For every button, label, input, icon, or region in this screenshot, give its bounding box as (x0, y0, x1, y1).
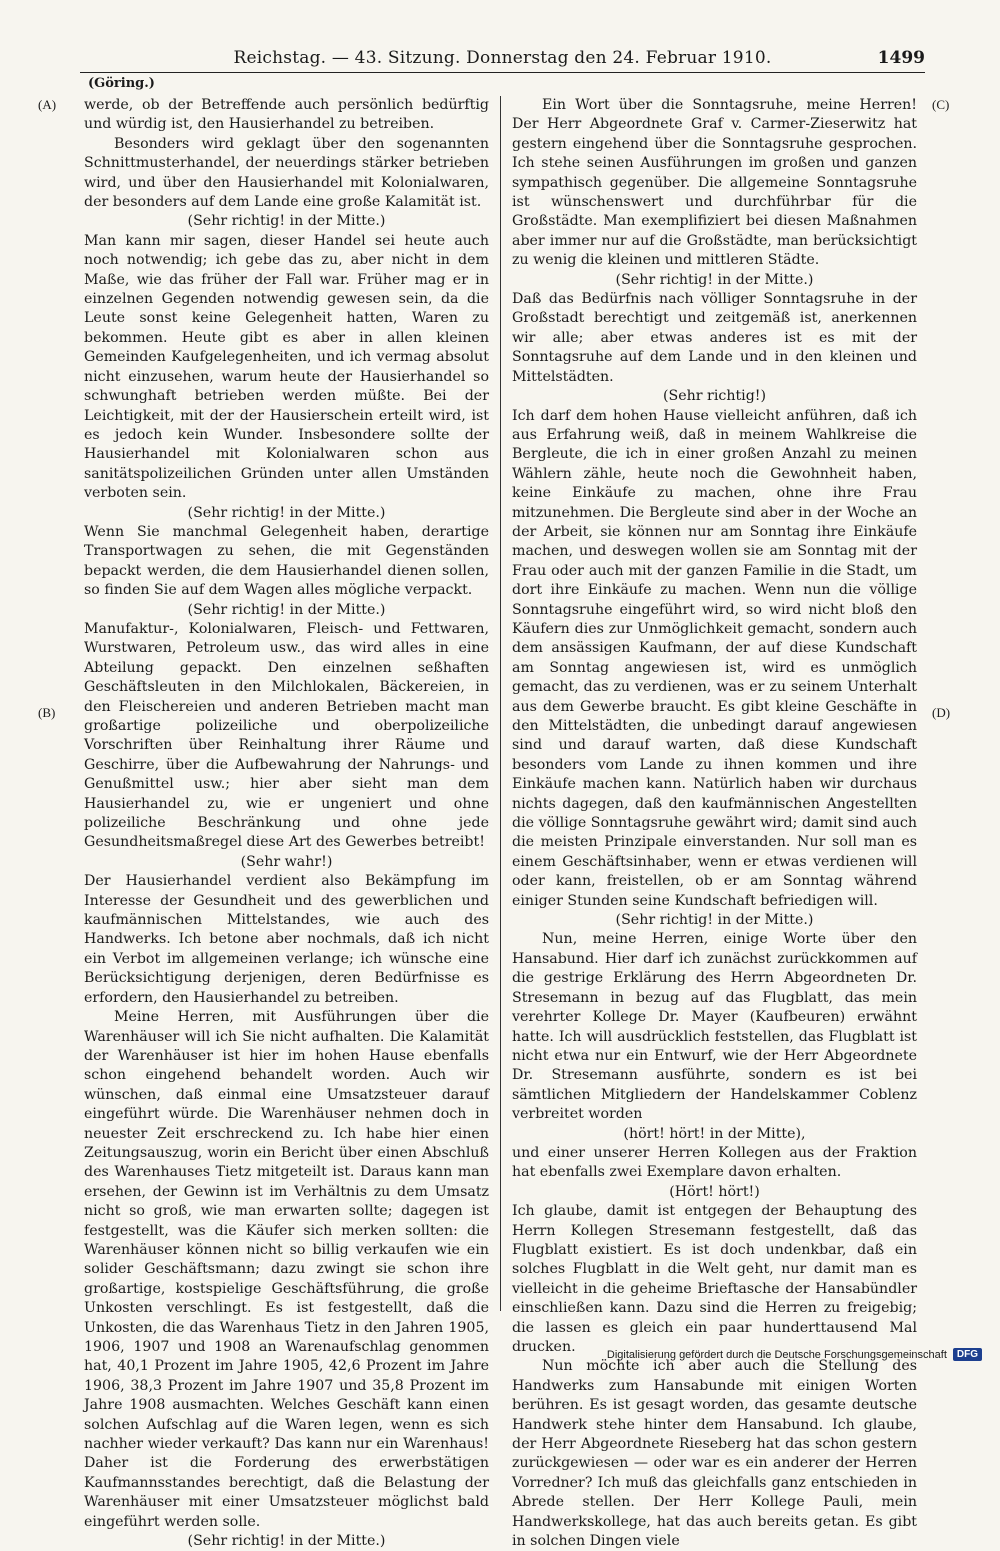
interjection: (Sehr richtig! in der Mitte.) (187, 504, 386, 521)
paragraph: Wenn Sie manchmal Gelegenheit haben, derartige Transportwagen zu sehen, die mit Gegenständen bepackt werden, die dem Hausierhandel dienen sollen, so finden Sie auf dem Wagen alles mögliche verpackt. (84, 523, 489, 599)
paragraph: Ein Wort über die Sonntagsruhe, meine Herren! Der Herr Abgeordnete Graf v. Carmer-Zieserwitz hat gestern eingehend über die Sonntagsruhe gesprochen. Ich stehe seinen Ausführungen im großen und ganzen sympathisch gegenüber. Die allgemeine Sonntagsruhe ist wünschenswert und durchführbar für die Großstädte. Man exemplifiziert bei diesen Maßnahmen aber immer nur auf die Großstädte, man berücksichtigt zu wenig die kleinen und mittleren Städte. (512, 97, 917, 269)
paragraph: Nun möchte ich aber auch die Stellung des Handwerks zum Hansabunde mit einigen Worten berühren. Es ist gesagt worden, das gesamte deutsche Handwerk stehe hinter dem Hansabund. Ich glaube, der Herr Abgeordnete Rieseberg hat das schon gestern zurückgewiesen — oder war es ein anderer der Herren Vorredner? Ich muß das gleichfalls ganz entschieden in Abrede stellen. Der Herr Kollege Pauli, mein Handwerkskollege, hat das auch bereits getan. Es gibt in solchen Dingen viele (512, 1358, 917, 1550)
page-header (80, 46, 925, 73)
footer-text: Digitalisierung gefördert durch die Deutsche Forschungsgemeinschaft (606, 1348, 947, 1361)
margin-marker-d: (D) (932, 705, 951, 720)
paragraph: Manufaktur-, Kolonialwaren, Fleisch- und Fettwaren, Wurstwaren, Petroleum usw., das wird alles in eine Abteilung gepackt. Den einzelnen seßhaften Geschäftsleuten in den Milchlokalen, Bäckereien, in den Fleischereien und anderen Betrieben macht man großartige polizeiliche und oberpolizeiliche Vorschriften über Reinhaltung ihrer Räume und Geschirre, über die Aufbewahrung der Nahrungs- und Genußmittel usw.; hier aber sieht man dem Hausierhandel zu, wie er ungeniert und ohne polizeiliche Beschränkung und ohne jede Gesundheitsmaßregel diese Art des Gewerbes betreibt! (84, 620, 489, 851)
paragraph: Der Hausierhandel verdient also Bekämpfung im Interesse der Gesundheit und des gewerblichen und kaufmännischen Mittelstandes, wie auch des Handwerks. Ich betone aber nochmals, daß ich nicht ein Verbot im allgemeinen verlange; ich wünsche eine Berücksichtigung derjenigen, deren Bedürfnisse es erfordern, den Hausierhandel zu betreiben. (84, 873, 489, 1006)
paragraph: und einer unserer Herren Kollegen aus der Fraktion hat ebenfalls zwei Exemplare davon erhalten. (512, 1144, 917, 1181)
paragraph: Man kann mir sagen, dieser Handel sei heute auch noch notwendig; ich gebe das zu, aber nicht in dem Maße, wie das früher der Fall war. Früher mag er in einzelnen Gegenden notwendig gewesen sein, da die Leute sonst keine Gelegenheit hatten, Waren zu bekommen. Heute gibt es aber in allen kleinen Gemeinden Kaufgelegenheiten, und ich vermag absolut nicht einzusehen, warum heute der Hausierhandel so schwunghaft betrieben werden müßte. Bei der Leichtigkeit, mit der der Hausierschein erteilt wird, ist es jedoch kein Wunder. Insbesondere sollte der Hausierhandel mit Kolonialwaren schon aus sanitätspolizeilichen Gründen unter allen Umständen verboten sein. (84, 232, 489, 502)
dfg-logo: DFG (953, 1348, 982, 1361)
interjection: (Sehr richtig! in der Mitte.) (187, 601, 386, 618)
speaker-label: (Göring.) (88, 76, 155, 91)
paragraph: Nun, meine Herren, einige Worte über den Hansabund. Hier darf ich zunächst zurückkommen auf die gestrige Erklärung des Herrn Abgeordneten Dr. Stresemann in bezug auf das Flugblatt, das mein verehrter Kollege Dr. Mayer (Kaufbeuren) erwähnt hatte. Ich will ausdrücklich feststellen, das Flugblatt ist nicht etwa nur ein Entwurf, wie der Herr Abgeordnete Dr. Stresemann ausführte, sondern es ist bei sämtlichen Mitgliedern der Handelskammer Coblenz verbreitet worden (512, 931, 917, 1123)
interjection: (Sehr richtig!) (662, 388, 767, 405)
paragraph: Daß das Bedürfnis nach völliger Sonntagsruhe in der Großstadt berechtigt und zeitgemäß ist, anerkennen wir alle; aber etwas anderes ist es mit der Sonntagsruhe auf dem Lande und in den kleinen und Mittelstädten. (512, 291, 917, 385)
interjection: (hört! hört! in der Mitte), (623, 1125, 806, 1142)
interjection: (Sehr richtig! in der Mitte.) (615, 271, 814, 288)
column-divider (500, 96, 501, 1311)
page-number: 1499 (877, 48, 925, 68)
interjection: (Sehr richtig! in der Mitte.) (187, 1533, 386, 1550)
interjection: (Sehr wahr!) (240, 853, 333, 870)
paragraph: Ich glaube, damit ist entgegen der Behauptung des Herrn Kollegen Stresemann festgestellt, daß das Flugblatt existiert. Es ist doch undenkbar, daß ein solches Flugblatt in die Welt geht, nur damit man es vielleicht in die geheime Brieftasche der Hansabündler einschließen kann. Dazu sind die Herren zu freigebig; die lassen es gleich ein paar hunderttausend Mal drucken. (512, 1203, 917, 1355)
interjection: (Hört! hört!) (669, 1183, 760, 1200)
paragraph: Meine Herren, mit Ausführungen über die Warenhäuser will ich Sie nicht aufhalten. Die Kalamität der Warenhäuser ist hier im hohen Hause ebenfalls schon eingehend behandelt worden. Auch wir wünschen, daß einmal eine Umsatzsteuer darauf eingeführt würde. Die Warenhäuser nehmen doch in neuester Zeit erschreckend zu. Ich habe hier einen Zeitungsauszug, worin ein Bericht über einen Abschluß des Warenhauses Tietz mitgeteilt ist. Daraus kann man ersehen, der Gewinn ist im Verhältnis zu dem Umsatz nicht so groß, wie man erwarten sollte; dagegen ist festgestellt, was die Käufer sich merken sollten: die Warenhäuser können nicht so billig verkaufen wie ein solider Geschäftsmann; dazu zwingt sie schon ihre großartige, kostspielige Geschäftsführung, die große Unkosten verschlingt. Es ist festgestellt, daß die Unkosten, die das Warenhaus Tietz in den Jahren 1905, 1906, 1907 und 1908 an Warenaufschlag genommen hat, 40,1 Prozent im Jahre 1905, 42,6 Prozent im Jahre 1906, 38,3 Prozent im Jahre 1907 und 35,8 Prozent im Jahre 1908 ausmachten. Welches Geschäft kann einen solchen Aufschlag auf die Waren legen, wenn es sich nachher wieder verkauft? Das kann nur ein Warenhaus! Daher ist die Forderung des erwerbstätigen Kaufmannsstandes berechtigt, daß die Belastung der Warenhäuser mit einer Umsatzsteuer möglichst bald eingeführt werden solle. (84, 1009, 489, 1530)
interjection: (Sehr richtig! in der Mitte.) (187, 213, 386, 230)
page-footer (607, 1348, 982, 1361)
paragraph: werde, ob der Betreffende auch persönlich bedürftig und würdig ist, den Hausierhandel zu betreiben. (84, 97, 489, 133)
margin-marker-a: (A) (38, 97, 57, 112)
interjection: (Sehr richtig! in der Mitte.) (615, 912, 814, 929)
margin-marker-c: (C) (932, 97, 950, 112)
header-title: Reichstag. — 43. Sitzung. Donnerstag den 24. Februar 1910. (233, 48, 772, 68)
left-column (84, 96, 489, 1550)
paragraph: Ich darf dem hohen Hause vielleicht anführen, daß ich aus Erfahrung weiß, daß in meinem Wahlkreise die Bergleute, die ich in einer großen Anzahl zu meinen Wählern zähle, heute noch die Gewohnheit haben, keine Einkäufe zu machen, ohne ihre Frau mitzunehmen. Die Bergleute sind aber in der Woche an der Arbeit, sie können nur am Sonntag ihre Einkäufe machen, und deswegen wollen sie am Sonntag mit der Frau oder auch mit der ganzen Familie in die Stadt, um dort ihre Einkäufe zu machen. Wenn nun die völlige Sonntagsruhe eingeführt wird, so wird nicht bloß den Käufern dies zur Unmöglichkeit gemacht, sondern auch dem ansässigen Kaufmann, der auf diese Kundschaft am Sonntag angewiesen ist, wird es unmöglich gemacht, das zu verdienen, was er zu seinem Unterhalt aus dem Gewerbe braucht. Es gibt kleine Geschäfte in den Mittelstädten, die unbedingt darauf angewiesen sind und darauf warten, daß diese Kundschaft besonders vom Lande zu ihnen kommen und ihre Einkäufe machen kann. Natürlich haben wir durchaus nichts dagegen, daß den kaufmännischen Angestellten die völlige Sonntagsruhe gewährt wird; damit sind auch die meisten Prinzipale einverstanden. Nur soll man es einem Geschäftsinhaber, wenn er etwas verdienen will oder kann, freistellen, ob er am Sonntag während einiger Stunden seine Kundschaft befriedigen will. (512, 407, 917, 909)
margin-marker-b: (B) (38, 705, 56, 720)
paragraph: Besonders wird geklagt über den sogenannten Schnittmusterhandel, der neuerdings stärker betrieben wird, und über den Hausierhandel mit Kolonialwaren, der besonders auf dem Lande eine große Kalamität ist. (84, 135, 489, 211)
